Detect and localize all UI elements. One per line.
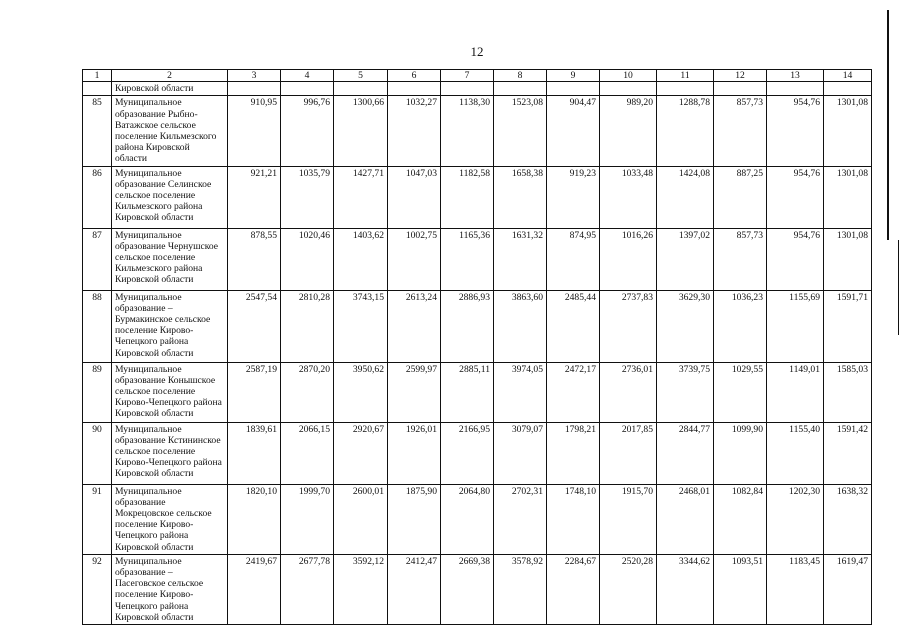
row-number: 85: [83, 96, 112, 166]
municipality-name: Муниципальное образование Конышское сельское поселение Кирово-Чепецкого района Кировской области: [112, 362, 228, 422]
column-header: 7: [441, 70, 494, 82]
value-cell: 2412,47: [388, 554, 441, 624]
value-cell: 1183,45: [767, 554, 824, 624]
table-cell: [281, 82, 334, 96]
table-cell: [388, 82, 441, 96]
value-cell: 874,95: [547, 228, 600, 290]
municipality-name: Муниципальное образование Рыбно-Ватажское сельское поселение Кильмезского района Кировской области: [112, 96, 228, 166]
value-cell: 2736,01: [600, 362, 657, 422]
table-row: [83, 484, 872, 554]
value-cell: 1523,08: [494, 96, 547, 166]
value-cell: 2419,67: [228, 554, 281, 624]
value-cell: 910,95: [228, 96, 281, 166]
value-cell: 2677,78: [281, 554, 334, 624]
continuation-text: Кировской области: [112, 82, 228, 96]
value-cell: 1149,01: [767, 362, 824, 422]
value-cell: 2810,28: [281, 290, 334, 362]
row-number: 91: [83, 484, 112, 554]
value-cell: 2702,31: [494, 484, 547, 554]
column-header: 1: [83, 70, 112, 82]
value-cell: 1300,66: [334, 96, 388, 166]
value-cell: 2066,15: [281, 422, 334, 484]
value-cell: 1020,46: [281, 228, 334, 290]
municipality-name: Муниципальное образование – Пасеговское сельское поселение Кирово-Чепецкого района Кировской области: [112, 554, 228, 624]
value-cell: 3739,75: [657, 362, 714, 422]
value-cell: 2485,44: [547, 290, 600, 362]
municipality-name: Муниципальное образование – Бурмакинское сельское поселение Кирово-Чепецкого района Кировской области: [112, 290, 228, 362]
value-cell: 921,21: [228, 166, 281, 228]
value-cell: 919,23: [547, 166, 600, 228]
value-cell: 857,73: [714, 96, 767, 166]
column-header: 5: [334, 70, 388, 82]
value-cell: 2886,93: [441, 290, 494, 362]
table-row: [83, 554, 872, 624]
municipality-name: Муниципальное образование Чернушское сельское поселение Кильмезского района Кировской области: [112, 228, 228, 290]
value-cell: 2520,28: [600, 554, 657, 624]
scan-edge-line: [887, 10, 889, 240]
value-cell: 1999,70: [281, 484, 334, 554]
value-cell: 1082,84: [714, 484, 767, 554]
value-cell: 1591,71: [824, 290, 872, 362]
value-cell: 1926,01: [388, 422, 441, 484]
table-cell: [334, 82, 388, 96]
table-cell: [441, 82, 494, 96]
value-cell: 1202,30: [767, 484, 824, 554]
table-cell: [767, 82, 824, 96]
table-row: [83, 290, 872, 362]
value-cell: 1875,90: [388, 484, 441, 554]
value-cell: 887,25: [714, 166, 767, 228]
value-cell: 996,76: [281, 96, 334, 166]
municipality-name: Муниципальное образование Селинское сельское поселение Кильмезского района Кировской области: [112, 166, 228, 228]
value-cell: 2587,19: [228, 362, 281, 422]
value-cell: 1798,21: [547, 422, 600, 484]
value-cell: 1035,79: [281, 166, 334, 228]
column-header: 8: [494, 70, 547, 82]
table-row: [83, 362, 872, 422]
value-cell: 2284,67: [547, 554, 600, 624]
value-cell: 2844,77: [657, 422, 714, 484]
value-cell: 1099,90: [714, 422, 767, 484]
value-cell: 1619,47: [824, 554, 872, 624]
value-cell: 2613,24: [388, 290, 441, 362]
value-cell: 1182,58: [441, 166, 494, 228]
value-cell: 3079,07: [494, 422, 547, 484]
table-cell: [714, 82, 767, 96]
value-cell: 1301,08: [824, 228, 872, 290]
value-cell: 1155,40: [767, 422, 824, 484]
value-cell: 1301,08: [824, 96, 872, 166]
data-table: [82, 69, 872, 625]
column-header: 14: [824, 70, 872, 82]
value-cell: 1427,71: [334, 166, 388, 228]
value-cell: 1047,03: [388, 166, 441, 228]
value-cell: 1165,36: [441, 228, 494, 290]
row-number: 90: [83, 422, 112, 484]
table-row: [83, 166, 872, 228]
value-cell: 878,55: [228, 228, 281, 290]
value-cell: 2870,20: [281, 362, 334, 422]
value-cell: 1036,23: [714, 290, 767, 362]
value-cell: 2017,85: [600, 422, 657, 484]
value-cell: 1033,48: [600, 166, 657, 228]
table-header-row: [83, 70, 872, 82]
table-cell: [824, 82, 872, 96]
value-cell: 2885,11: [441, 362, 494, 422]
value-cell: 3950,62: [334, 362, 388, 422]
value-cell: 1016,26: [600, 228, 657, 290]
value-cell: 3344,62: [657, 554, 714, 624]
column-header: 11: [657, 70, 714, 82]
column-header: 4: [281, 70, 334, 82]
value-cell: 1002,75: [388, 228, 441, 290]
value-cell: 2737,83: [600, 290, 657, 362]
value-cell: 1397,02: [657, 228, 714, 290]
value-cell: 1155,69: [767, 290, 824, 362]
value-cell: 2599,97: [388, 362, 441, 422]
table-row: [83, 228, 872, 290]
column-header: 3: [228, 70, 281, 82]
value-cell: 1032,27: [388, 96, 441, 166]
value-cell: 954,76: [767, 228, 824, 290]
value-cell: 1138,30: [441, 96, 494, 166]
column-header: 9: [547, 70, 600, 82]
value-cell: 1288,78: [657, 96, 714, 166]
value-cell: 1093,51: [714, 554, 767, 624]
table-cell: [657, 82, 714, 96]
value-cell: 2472,17: [547, 362, 600, 422]
municipality-name: Муниципальное образование Кстининское сельское поселение Кирово-Чепецкого района Кировской области: [112, 422, 228, 484]
value-cell: 3592,12: [334, 554, 388, 624]
table-cell: [547, 82, 600, 96]
value-cell: 2468,01: [657, 484, 714, 554]
value-cell: 2600,01: [334, 484, 388, 554]
value-cell: 2064,80: [441, 484, 494, 554]
column-header: 2: [112, 70, 228, 82]
value-cell: 3578,92: [494, 554, 547, 624]
table-cell: [494, 82, 547, 96]
value-cell: 3743,15: [334, 290, 388, 362]
column-header: 13: [767, 70, 824, 82]
value-cell: 3863,60: [494, 290, 547, 362]
page-number: 12: [470, 44, 484, 59]
row-number: 92: [83, 554, 112, 624]
value-cell: 3974,05: [494, 362, 547, 422]
value-cell: 1403,62: [334, 228, 388, 290]
value-cell: 1301,08: [824, 166, 872, 228]
continuation-row: [83, 82, 872, 96]
value-cell: 1029,55: [714, 362, 767, 422]
value-cell: 1585,03: [824, 362, 872, 422]
value-cell: 989,20: [600, 96, 657, 166]
value-cell: 954,76: [767, 96, 824, 166]
column-header: 10: [600, 70, 657, 82]
column-header: 12: [714, 70, 767, 82]
table-row: [83, 422, 872, 484]
value-cell: 2166,95: [441, 422, 494, 484]
value-cell: 1839,61: [228, 422, 281, 484]
row-number: 87: [83, 228, 112, 290]
value-cell: 1631,32: [494, 228, 547, 290]
value-cell: 1591,42: [824, 422, 872, 484]
value-cell: 954,76: [767, 166, 824, 228]
value-cell: 2920,67: [334, 422, 388, 484]
table-cell: [600, 82, 657, 96]
value-cell: 2669,38: [441, 554, 494, 624]
value-cell: 1820,10: [228, 484, 281, 554]
value-cell: 1424,08: [657, 166, 714, 228]
value-cell: 3629,30: [657, 290, 714, 362]
table-cell: [83, 82, 112, 96]
scan-edge-line: [898, 240, 899, 335]
value-cell: 904,47: [547, 96, 600, 166]
municipality-name: Муниципальное образование Мокрецовское сельское поселение Кирово-Чепецкого района Кировской области: [112, 484, 228, 554]
column-header: 6: [388, 70, 441, 82]
value-cell: 857,73: [714, 228, 767, 290]
table-row: [83, 96, 872, 166]
row-number: 89: [83, 362, 112, 422]
value-cell: 1638,32: [824, 484, 872, 554]
value-cell: 1748,10: [547, 484, 600, 554]
row-number: 86: [83, 166, 112, 228]
value-cell: 1915,70: [600, 484, 657, 554]
value-cell: 2547,54: [228, 290, 281, 362]
row-number: 88: [83, 290, 112, 362]
table-cell: [228, 82, 281, 96]
value-cell: 1658,38: [494, 166, 547, 228]
